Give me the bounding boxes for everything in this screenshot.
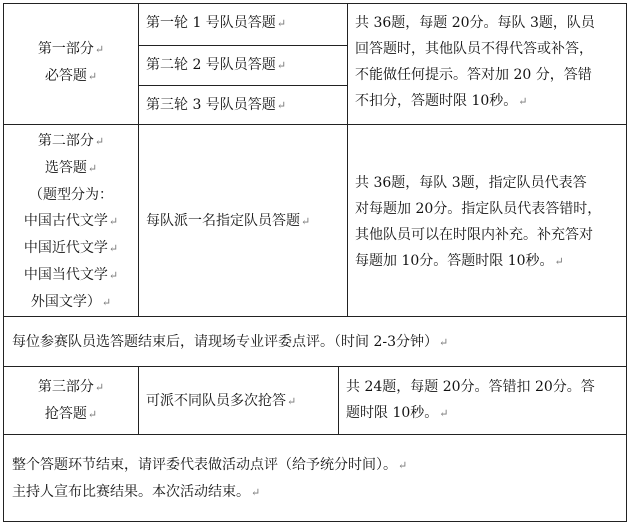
section2-method: 每队派一名指定队员答题: [146, 213, 300, 229]
column-divider: [338, 366, 339, 435]
section2-type-line5: 外国文学）: [30, 294, 101, 310]
section3-title-line1: 第三部分: [37, 379, 94, 395]
section2-title-line2: 选答题: [44, 160, 87, 176]
paragraph-mark: ↵: [439, 336, 449, 349]
row-divider: [138, 85, 347, 86]
column-divider: [138, 366, 139, 435]
closing-cell: [12, 452, 407, 506]
paragraph-mark: ↵: [287, 395, 297, 408]
paragraph-mark: ↵: [94, 43, 105, 56]
paragraph-mark: ↵: [398, 459, 408, 472]
section3-title-line2: 抢答题: [44, 406, 87, 422]
review-note: 每位参赛队员选答题结束后，请现场专业评委点评。（时间 2-3分钟）: [12, 334, 438, 350]
section2-rules-line1: 共 36题，每队 3题，指定队员代表答: [355, 175, 587, 191]
column-divider: [347, 3, 348, 317]
section2-type-line4: 中国当代文学: [23, 267, 108, 283]
paragraph-mark: ↵: [554, 255, 564, 268]
section2-type-line2: 中国古代文学: [23, 213, 108, 229]
section2-rules-line2: 对每题加 20分。指定队员代表答错时，: [355, 201, 602, 217]
paragraph-mark: ↵: [276, 99, 287, 112]
row-divider: [3, 434, 627, 435]
paragraph-mark: ↵: [87, 162, 98, 175]
section1-rules: [355, 10, 621, 115]
paragraph-mark: ↵: [108, 242, 119, 255]
section2-rules-line4: 每题加 10分。答题时限 10秒。: [355, 253, 554, 269]
round1-text: 第一轮 1 号队员答题: [146, 15, 276, 31]
table-border-right: [626, 3, 627, 522]
section3-rules: [346, 374, 622, 427]
round1-cell: [146, 10, 286, 37]
closing-line2: 主持人宣布比赛结果。本次活动结束。: [12, 484, 250, 500]
section2-title: [4, 128, 138, 316]
section2-rules-line3: 其他队员可以在时限内补充。补充答对: [355, 227, 593, 243]
paragraph-mark: ↵: [108, 269, 119, 282]
section1-title: [4, 36, 138, 90]
section1-title-line2: 必答题: [44, 68, 87, 84]
section1-rules-line1: 共 36题，每题 20分。每队 3题，队员: [355, 15, 595, 31]
paragraph-mark: ↵: [87, 408, 98, 421]
section2-title-line1: 第二部分: [37, 133, 94, 149]
paragraph-mark: ↵: [94, 135, 105, 148]
paragraph-mark: ↵: [251, 486, 261, 499]
section3-method: 可派不同队员多次抢答: [146, 393, 286, 409]
paragraph-mark: ↵: [276, 17, 287, 30]
review-note-cell: [12, 329, 448, 356]
column-divider: [138, 3, 139, 317]
table-border-top: [3, 3, 627, 4]
section1-rules-line3: 不能做任何提示。答对加 20 分，答错: [355, 67, 592, 83]
section2-method-cell: [146, 208, 310, 235]
section1-title-line1: 第一部分: [37, 41, 94, 57]
section2-type-line3: 中国近代文学: [23, 240, 108, 256]
closing-line1: 整个答题环节结束，请评委代表做活动点评（给予统分时间）。: [12, 457, 397, 473]
section2-rules: [355, 170, 621, 275]
round3-text: 第三轮 3 号队员答题: [146, 97, 276, 113]
paragraph-mark: ↵: [276, 59, 287, 72]
paragraph-mark: ↵: [94, 381, 105, 394]
paragraph-mark: ↵: [101, 296, 112, 309]
section1-rules-line2: 回答题时，其他队员不得代答或补答，: [355, 41, 593, 57]
table-border-bottom: [3, 521, 627, 522]
section3-rules-line1: 共 24题，每题 20分。答错扣 20分。答: [346, 379, 595, 395]
paragraph-mark: ↵: [301, 215, 311, 228]
section1-rules-line4: 不扣分，答题时限 10秒。: [355, 93, 518, 109]
section2-type-line1: （题型分为：: [29, 187, 113, 203]
paragraph-mark: ↵: [439, 407, 449, 420]
paragraph-mark: ↵: [108, 215, 119, 228]
round3-cell: [146, 92, 286, 119]
row-divider: [138, 45, 347, 46]
section3-rules-line2: 题时限 10秒。: [346, 405, 439, 421]
paragraph-mark: ↵: [518, 95, 528, 108]
row-divider: [3, 366, 627, 367]
round2-cell: [146, 52, 286, 79]
row-divider: [3, 316, 627, 317]
round2-text: 第二轮 2 号队员答题: [146, 57, 276, 73]
section3-title: [4, 374, 138, 428]
paragraph-mark: ↵: [87, 70, 98, 83]
section3-method-cell: [146, 388, 296, 415]
row-divider: [3, 124, 627, 125]
